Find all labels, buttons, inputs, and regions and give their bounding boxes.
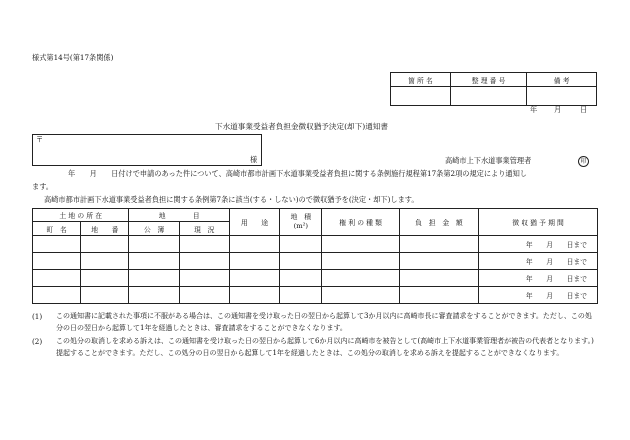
right-cell[interactable] — [322, 287, 399, 304]
header-deferral-period: 徴 収 猶 予 期 間 — [479, 209, 598, 236]
body-line-3: 高崎市都市計画下水道事業受益者負担に関する条例第7条に該当(する・しない)ので徴収猶予を(決定・却下)します。 — [44, 195, 419, 204]
amount-cell[interactable] — [399, 270, 478, 287]
town-cell[interactable] — [33, 270, 81, 287]
body-line-1: 年 月 日付けで申請のあった件について、高崎市都市計画下水道事業受益者負担に関する条例施行規程第17条第2項の規定により通知し — [68, 169, 527, 178]
right-cell[interactable] — [322, 236, 399, 253]
header-use: 用 途 — [229, 209, 279, 236]
size-cell[interactable] — [280, 287, 322, 304]
reference-number-cell[interactable] — [450, 87, 526, 106]
reference-table — [390, 72, 597, 106]
header-size-unit: (m²) — [293, 222, 309, 230]
address-box[interactable] — [32, 134, 262, 166]
table-row — [33, 236, 598, 253]
use-cell[interactable] — [229, 253, 279, 270]
remarks-cell[interactable] — [527, 87, 597, 106]
issuer-name: 高崎市上下水道事業管理者 — [445, 156, 532, 165]
period-cell[interactable]: 年 月 日まで — [479, 253, 598, 270]
date-day: 日 — [580, 105, 588, 114]
registry-cell[interactable] — [129, 236, 179, 253]
header-size — [280, 209, 322, 236]
period-cell[interactable]: 年 月 日まで — [479, 270, 598, 287]
registry-cell[interactable] — [129, 253, 179, 270]
header-land-location: 土 地 の 所 在 — [33, 209, 129, 222]
town-cell[interactable] — [33, 287, 81, 304]
header-registry: 公 簿 — [129, 222, 179, 236]
land-details-table — [32, 208, 598, 304]
size-cell[interactable] — [280, 253, 322, 270]
note-1-text: この通知書に記載された事項に不服がある場合は、この通知書を受け取った日の翌日から起算して3か月以内に高崎市長に審査請求をすることができます。ただし、この処分の日の翌日から起算して1年を経過したときは、審査請求をすることができなくなります。 — [56, 312, 592, 332]
current-cell[interactable] — [179, 270, 229, 287]
lot-cell[interactable] — [81, 236, 129, 253]
town-cell[interactable] — [33, 236, 81, 253]
header-lot-number: 地 番 — [81, 222, 129, 236]
note-2-text: この処分の取消しを求める訴えは、この通知書を受け取った日の翌日から起算して6か月以内に高崎市を被告として(高崎市上下水道事業管理者が被告の代表者となります。)提起することができます。ただし、この処分の日の翌日から起算して1年を経過したときは、この処分の取消しを求める訴えを提起することができなくなります。 — [56, 337, 594, 357]
town-cell[interactable] — [33, 253, 81, 270]
period-cell[interactable]: 年 月 日まで — [479, 236, 598, 253]
honorific: 様 — [250, 155, 258, 164]
header-current: 現 況 — [179, 222, 229, 236]
amount-cell[interactable] — [399, 236, 478, 253]
current-cell[interactable] — [179, 253, 229, 270]
current-cell[interactable] — [179, 236, 229, 253]
use-cell[interactable] — [229, 270, 279, 287]
right-cell[interactable] — [322, 270, 399, 287]
table-row — [33, 270, 598, 287]
document-title: 下水道事業受益者負担金徴収猶予決定(却下)通知書 — [215, 122, 388, 131]
use-cell[interactable] — [229, 236, 279, 253]
body-line-2: ます。 — [32, 182, 53, 191]
date-year: 年 — [530, 105, 538, 114]
lot-cell[interactable] — [81, 253, 129, 270]
lot-cell[interactable] — [81, 287, 129, 304]
table-row — [33, 253, 598, 270]
header-size-label: 地 積 — [290, 213, 311, 221]
seal-mark: 印 — [578, 156, 589, 167]
right-cell[interactable] — [322, 253, 399, 270]
size-cell[interactable] — [280, 270, 322, 287]
note-1-number: (1) — [32, 312, 43, 321]
amount-cell[interactable] — [399, 253, 478, 270]
form-number: 様式第14号(第17条関係) — [32, 53, 114, 62]
use-cell[interactable] — [229, 287, 279, 304]
note-2-number: (2) — [32, 337, 43, 346]
header-reference-number: 整 理 番 号 — [450, 73, 526, 87]
amount-cell[interactable] — [399, 287, 478, 304]
date-month: 月 — [554, 105, 562, 114]
location-cell[interactable] — [391, 87, 451, 106]
header-land-category: 地 目 — [129, 209, 229, 222]
header-charge-amount: 負 担 金 額 — [399, 209, 478, 236]
header-remarks: 備 考 — [527, 73, 597, 87]
header-right-type: 権 利 の 種 類 — [322, 209, 399, 236]
registry-cell[interactable] — [129, 287, 179, 304]
current-cell[interactable] — [179, 287, 229, 304]
period-cell[interactable]: 年 月 日まで — [479, 287, 598, 304]
lot-cell[interactable] — [81, 270, 129, 287]
registry-cell[interactable] — [129, 270, 179, 287]
size-cell[interactable] — [280, 236, 322, 253]
postal-mark: 〒 — [36, 135, 44, 144]
table-row — [33, 287, 598, 304]
header-location: 箇 所 名 — [391, 73, 451, 87]
header-town-name: 町 名 — [33, 222, 81, 236]
